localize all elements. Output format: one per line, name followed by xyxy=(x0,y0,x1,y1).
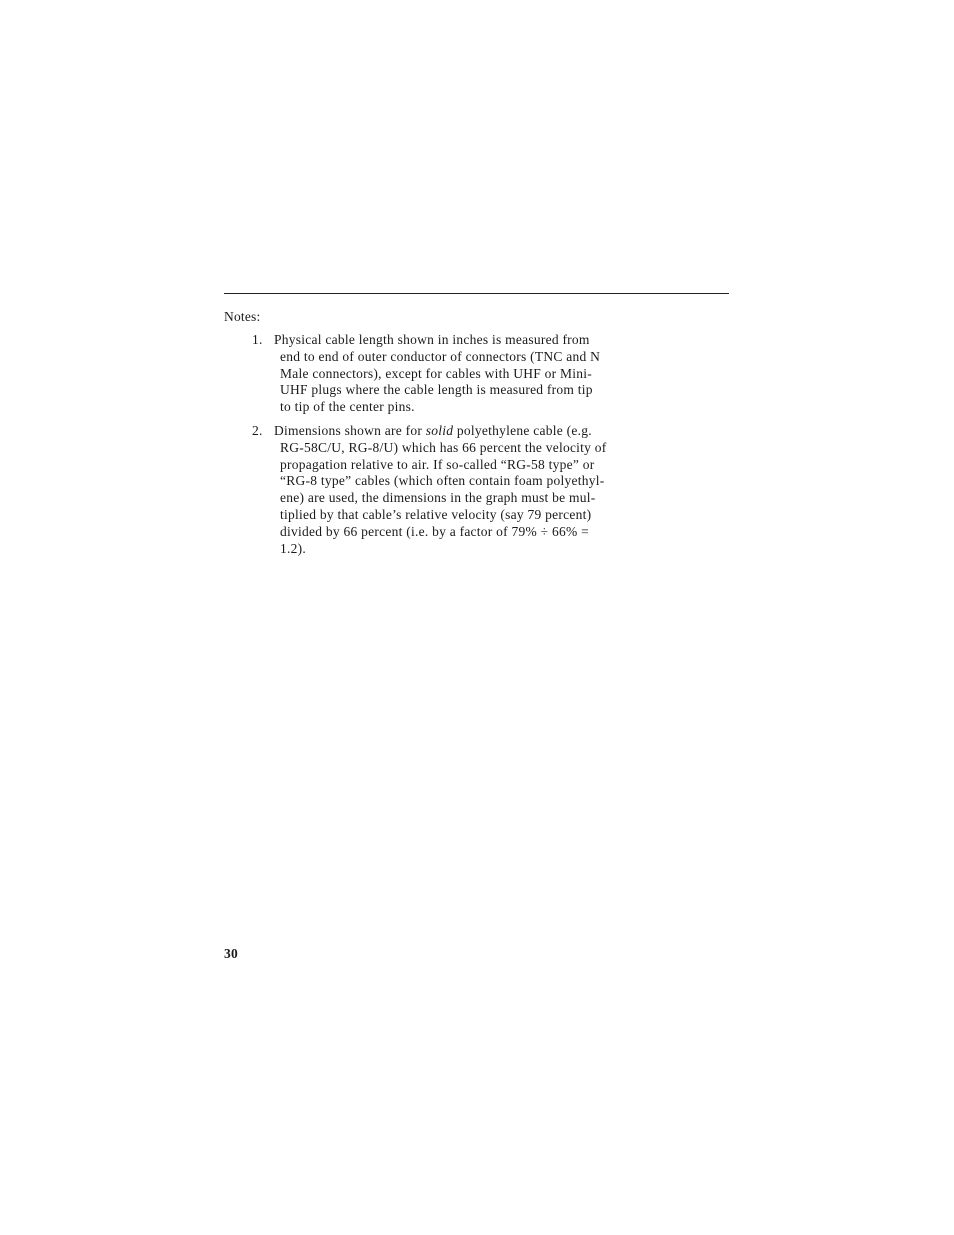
note-2-emphasis-solid: solid xyxy=(425,423,454,438)
section-divider-rule xyxy=(224,293,729,294)
note-1-text-line-1: Physical cable length shown in inches is measured from xyxy=(274,332,590,347)
note-2-text-before-emphasis: Dimensions shown are for xyxy=(274,423,426,438)
note-item-2 xyxy=(252,423,672,557)
note-2-text-line-2: RG-58C/U, RG-8/U) which has 66 percent the velocity of xyxy=(280,439,607,455)
note-2-text-line-6: tiplied by that cable’s relative velocity (say 79 percent) xyxy=(280,506,592,522)
note-1-text-line-3: Male connectors), except for cables with UHF or Mini- xyxy=(280,365,593,381)
note-2-line-1 xyxy=(252,423,672,440)
note-1-text-line-2: end to end of outer conductor of connectors (TNC and N xyxy=(280,348,601,364)
note-2-text-line-4: “RG-8 type” cables (which often contain foam polyethyl- xyxy=(280,473,605,489)
note-1-text-line-4: UHF plugs where the cable length is measured from tip xyxy=(280,382,593,398)
note-2-text-after-emphasis: polyethylene cable (e.g. xyxy=(453,423,592,438)
note-item-1 xyxy=(252,332,672,416)
note-1-text-line-5: to tip of the center pins. xyxy=(280,399,415,415)
note-2-text-line-8: 1.2). xyxy=(280,540,306,556)
page-number: 30 xyxy=(224,946,239,961)
note-2-text-line-7: divided by 66 percent (i.e. by a factor of 79% ÷ 66% = xyxy=(280,523,589,539)
note-2-number: 2. xyxy=(252,423,263,438)
note-1-line-1 xyxy=(252,332,672,349)
notes-heading: Notes: xyxy=(224,309,261,324)
note-2-text-line-5: ene) are used, the dimensions in the graph must be mul- xyxy=(280,490,596,506)
note-1-number: 1. xyxy=(252,332,263,347)
note-2-text-line-3: propagation relative to air. If so-called “RG-58 type” or xyxy=(280,456,595,472)
